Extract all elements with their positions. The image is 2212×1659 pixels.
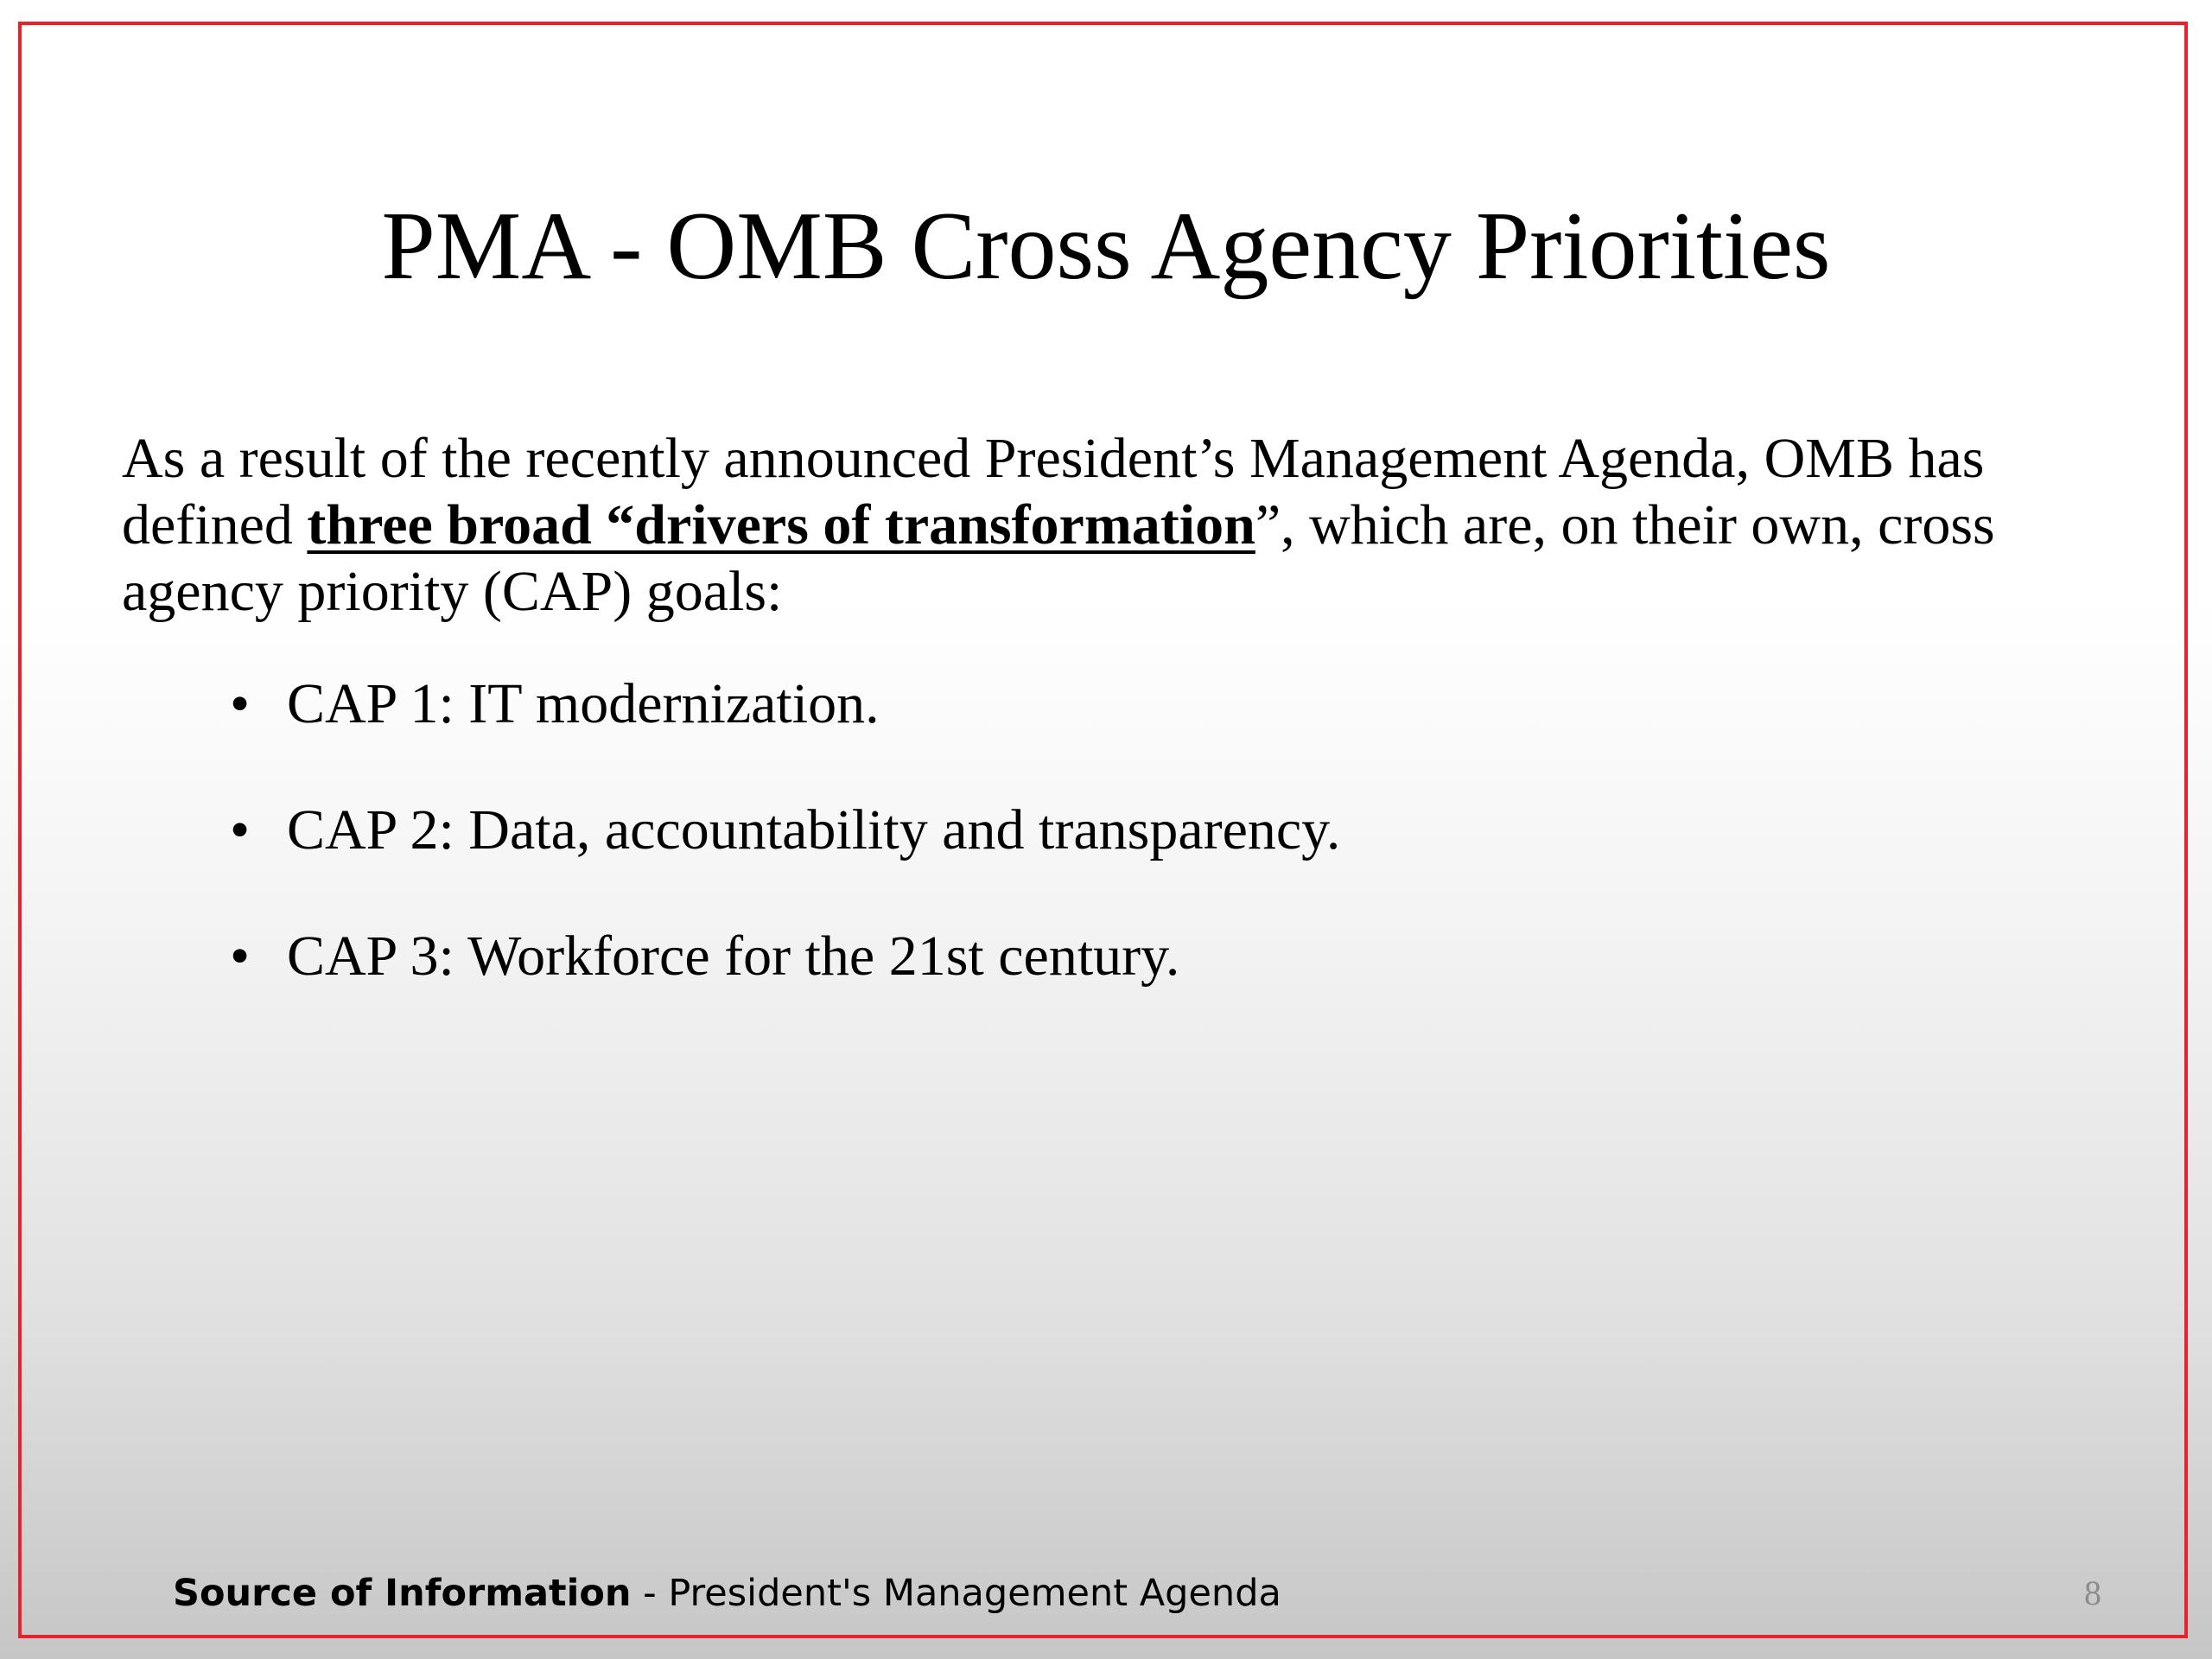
page-number: 8	[2084, 1573, 2101, 1612]
intro-text-after: ”, which are, on their own, cross agency priority (CAP) goals:	[122, 493, 1995, 623]
list-item-text: CAP 3: Workforce for the 21st century.	[287, 925, 1180, 988]
intro-text-before: As a result of the recently announced President’s Management Agenda, OMB has defined	[122, 427, 1985, 556]
list-item	[0, 791, 2212, 918]
bullet-marker: •	[230, 798, 251, 861]
slide-title: PMA - OMB Cross Agency Priorities	[381, 193, 1831, 300]
list-item-text: CAP 1: IT modernization.	[287, 672, 880, 735]
source-label: Source of Information	[173, 1572, 632, 1615]
intro-paragraph	[122, 425, 2135, 625]
intro-emphasis: three broad “drivers of transformation	[307, 493, 1255, 556]
source-footer	[173, 1569, 1281, 1618]
list-item-text: CAP 2: Data, accountability and transparency.	[287, 798, 1341, 861]
bullet-marker: •	[230, 672, 251, 735]
list-item	[0, 918, 2212, 1044]
list-item	[0, 665, 2212, 791]
source-name: President's Management Agenda	[668, 1572, 1281, 1615]
bullet-marker: •	[230, 925, 251, 988]
cap-goal-list	[0, 665, 2212, 1044]
source-separator: -	[631, 1572, 669, 1615]
